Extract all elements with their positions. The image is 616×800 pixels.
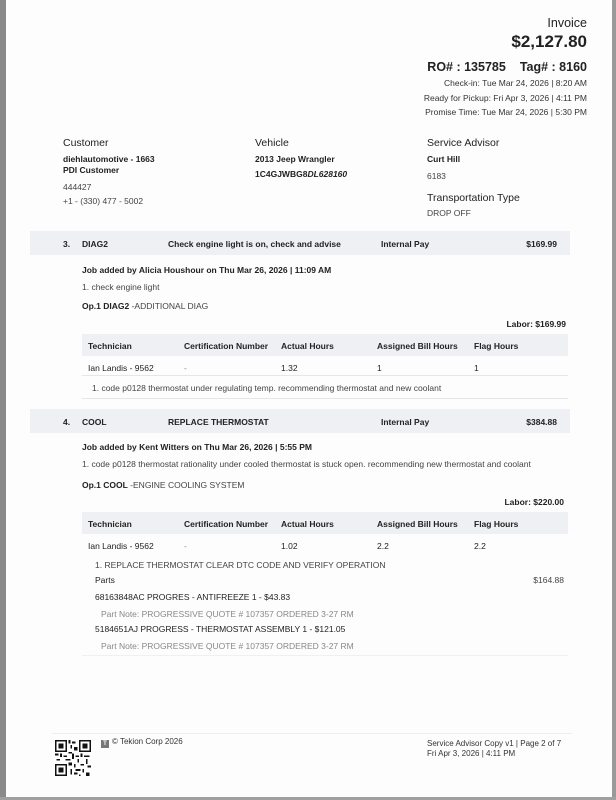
invoice-total: $2,127.80: [511, 32, 587, 51]
cell-certification: -: [184, 363, 187, 373]
copyright-text: © Tekion Corp 2026: [112, 737, 183, 746]
cell-certification: -: [184, 541, 187, 551]
job-header-3: [30, 231, 570, 255]
col-certification: Certification Number: [184, 519, 269, 529]
cell-flag-hours: 2.2: [474, 541, 486, 551]
job-story: 1. REPLACE THERMOSTAT CLEAR DTC CODE AND VERIFY OPERATION: [95, 560, 386, 570]
job-concern: 1. check engine light: [82, 282, 160, 292]
job-code: COOL: [82, 417, 107, 427]
tekion-copyright: [101, 737, 183, 748]
col-assigned-bill-hours: Assigned Bill Hours: [377, 341, 458, 351]
op-code: Op.1 COOL: [82, 480, 128, 490]
parts-total: $164.88: [533, 575, 564, 585]
transport-type: DROP OFF: [427, 208, 471, 218]
ro-number: RO# : 135785: [427, 60, 506, 74]
copy-page-info: Service Advisor Copy v1 | Page 2 of 7: [427, 739, 562, 748]
cell-actual-hours: 1.02: [281, 541, 298, 551]
col-actual-hours: Actual Hours: [281, 341, 334, 351]
op-desc: -ENGINE COOLING SYSTEM: [127, 480, 245, 490]
ro-tag-line: [424, 60, 587, 74]
printed-timestamp: Fri Apr 3, 2026 | 4:11 PM: [427, 749, 516, 758]
col-flag-hours: Flag Hours: [474, 341, 519, 351]
customer-type: PDI Customer: [63, 165, 120, 175]
job-pay-type: Internal Pay: [381, 239, 430, 249]
footer-right: [427, 739, 561, 759]
vehicle-section: [255, 137, 347, 180]
cell-flag-hours: 1: [474, 363, 479, 373]
job-amount: $384.88: [526, 417, 557, 427]
col-certification: Certification Number: [184, 341, 269, 351]
op-code: Op.1 DIAG2: [82, 301, 130, 311]
job-amount: $169.99: [526, 239, 557, 249]
job-added-by: Job added by Alicia Houshour on Thu Mar 26, 2026 | 11:09 AM: [82, 265, 332, 275]
table-header: [82, 512, 568, 534]
cell-assigned-bill-hours: 2.2: [377, 541, 389, 551]
vin-suffix: DL628160: [307, 169, 348, 179]
ready-for-pickup: Ready for Pickup: Fri Apr 3, 2026 | 4:11 PM: [423, 92, 587, 103]
cell-actual-hours: 1.32: [281, 363, 298, 373]
job-description: Check engine light is on, check and advise: [168, 239, 341, 249]
labor-total: Labor: $220.00: [504, 497, 564, 507]
advisor-id: 6183: [427, 171, 446, 181]
job-story: 1. code p0128 thermostat under regulating temp. recommending thermostat and new coolant: [92, 383, 442, 393]
invoice-title: Invoice: [547, 16, 587, 30]
col-actual-hours: Actual Hours: [281, 519, 334, 529]
vehicle-heading: Vehicle: [255, 137, 289, 149]
advisor-heading: Service Advisor: [427, 137, 500, 149]
footer-divider: [52, 733, 572, 734]
cell-assigned-bill-hours: 1: [377, 363, 382, 373]
cell-technician: Ian Landis - 9562: [88, 363, 154, 373]
job-header-4: [30, 409, 570, 433]
scan-edge-right: [612, 0, 616, 800]
table-row: [82, 534, 568, 554]
check-in: Check-in: Tue Mar 24, 2026 | 8:20 AM: [443, 78, 587, 88]
qr-code-icon: [55, 740, 91, 776]
job-concern: 1. code p0128 thermostat rationality under cooled thermostat is stuck open. recommending new thermostat and coolant: [82, 459, 531, 469]
part-note: Part Note: PROGRESSIVE QUOTE # 107357 ORDERED 3-27 RM: [101, 641, 354, 651]
table-row: [82, 356, 568, 376]
part-note: Part Note: PROGRESSIVE QUOTE # 107357 ORDERED 3-27 RM: [101, 609, 354, 619]
technician-table: [82, 334, 568, 376]
tekion-logo-icon: T: [101, 740, 109, 748]
col-flag-hours: Flag Hours: [474, 519, 519, 529]
table-header: [82, 334, 568, 356]
part-line: 68163848AC PROGRES - ANTIFREEZE 1 - $43.83: [95, 592, 291, 602]
scan-edge-left: [0, 0, 6, 800]
advisor-section: [427, 137, 520, 220]
transport-heading: Transportation Type: [427, 192, 520, 204]
job-number: 4.: [63, 417, 71, 427]
job-code: DIAG2: [82, 239, 108, 249]
cell-technician: Ian Landis - 9562: [88, 541, 154, 551]
technician-table: [82, 512, 568, 554]
job-pay-type: Internal Pay: [381, 417, 430, 427]
col-technician: Technician: [88, 519, 132, 529]
divider: [82, 655, 568, 656]
job-number: 3.: [63, 239, 71, 249]
col-assigned-bill-hours: Assigned Bill Hours: [377, 519, 458, 529]
op-line: [82, 480, 244, 490]
parts-label: Parts: [95, 575, 115, 585]
vehicle-vin: [255, 169, 347, 180]
op-desc: -ADDITIONAL DIAG: [129, 301, 209, 311]
invoice-header: [424, 16, 587, 120]
customer-name: diehlautomotive - 1663: [63, 154, 155, 164]
customer-section: [63, 137, 155, 208]
col-technician: Technician: [88, 341, 132, 351]
tag-number: Tag# : 8160: [519, 60, 587, 74]
customer-phone: +1 - (330) 477 - 5002: [63, 196, 144, 206]
job-description: REPLACE THERMOSTAT: [168, 417, 269, 427]
job-added-by: Job added by Kent Witters on Thu Mar 26, 2026 | 5:55 PM: [82, 442, 312, 452]
advisor-name: Curt Hill: [427, 154, 461, 164]
op-line: [82, 301, 208, 311]
vehicle-model: 2013 Jeep Wrangler: [255, 154, 335, 164]
customer-heading: Customer: [63, 137, 109, 149]
divider: [82, 398, 568, 399]
part-line: 5184651AJ PROGRESS - THERMOSTAT ASSEMBLY 1 - $121.05: [95, 624, 346, 634]
vin-prefix: 1C4GJWBG8: [255, 169, 308, 179]
labor-total: Labor: $169.99: [506, 319, 566, 329]
customer-id: 444427: [63, 182, 92, 192]
promise-time: Promise Time: Tue Mar 24, 2026 | 5:30 PM: [425, 107, 587, 117]
